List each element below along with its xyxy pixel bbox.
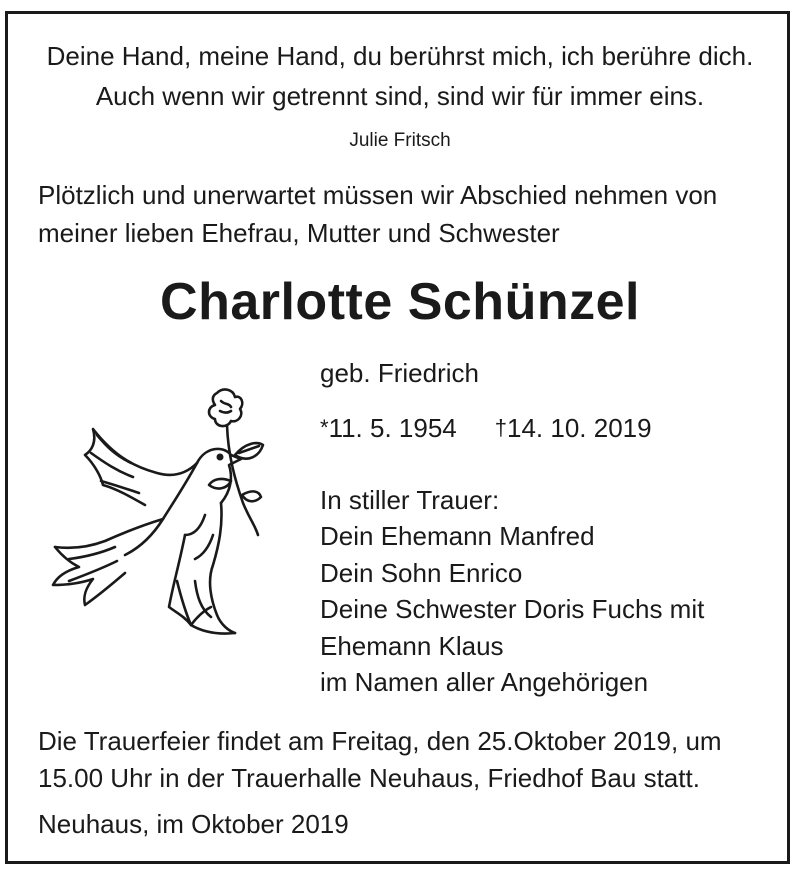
mourners-heading: In stiller Trauer:	[320, 485, 500, 515]
intro-line-1: Plötzlich und unerwartet müssen wir Abschied nehmen von	[38, 180, 718, 210]
ceremony-line-1: Die Trauerfeier findet am Freitag, den 25.Oktober 2019, um	[38, 726, 722, 756]
mourner-line: Ehemann Klaus	[320, 631, 504, 661]
birth-date: 11. 5. 1954	[328, 413, 457, 443]
intro-line-2: meiner lieben Ehefrau, Mutter und Schwester	[38, 218, 560, 248]
birth-name: geb. Friedrich	[320, 358, 479, 388]
place-and-date: Neuhaus, im Oktober 2019	[38, 809, 349, 839]
poem-line-1: Deine Hand, meine Hand, du berührst mich, ich berühre dich.	[46, 41, 754, 71]
poem-author: Julie Fritsch	[349, 130, 451, 151]
death-symbol: †	[494, 415, 507, 440]
birth-symbol: *	[320, 415, 329, 440]
mourner-line: Deine Schwester Doris Fuchs mit	[320, 594, 705, 624]
mourner-line: Dein Sohn Enrico	[320, 558, 523, 588]
dove-with-rose-icon	[45, 385, 280, 640]
mourner-line: im Namen aller Angehörigen	[320, 667, 649, 697]
ceremony-line-2: 15.00 Uhr in der Trauerhalle Neuhaus, Friedhof Bau statt.	[38, 763, 700, 793]
deceased-name: Charlotte Schünzel	[160, 273, 640, 331]
poem-line-2: Auch wenn wir getrennt sind, sind wir für immer eins.	[95, 81, 705, 111]
death-date: 14. 10. 2019	[507, 413, 652, 443]
mourner-line: Dein Ehemann Manfred	[320, 521, 595, 551]
life-dates	[320, 410, 780, 446]
